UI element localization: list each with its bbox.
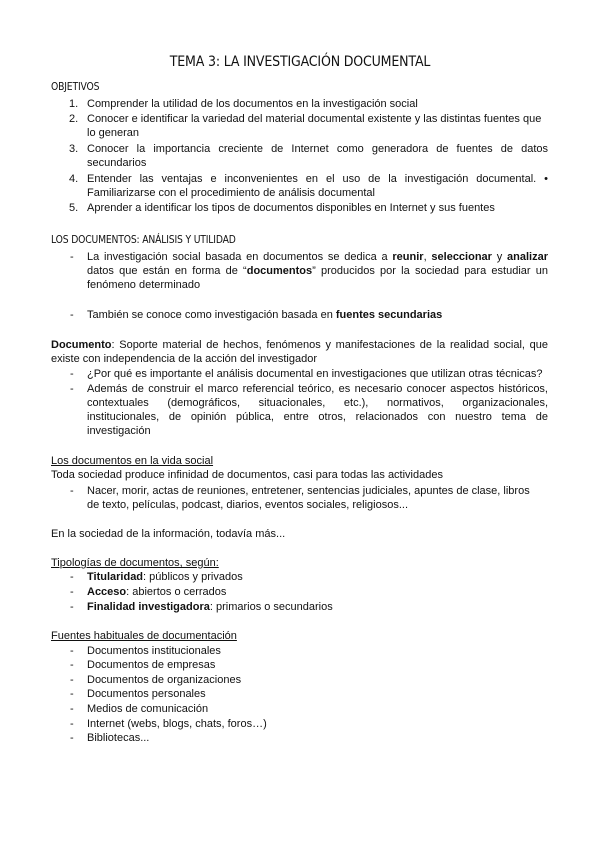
paragraph-line: datos que están en forma de “documentos” producidos por la sociedad para estudiar un: [87, 265, 549, 277]
bullet-dash: -: [70, 659, 74, 671]
bullet-line: institucionales, de opinión pública, entre otros, relacionados con nuestro tema de: [87, 411, 548, 423]
definition-line: Documento: Soporte material de hechos, fenómenos y manifestaciones de la realidad social, que: [51, 339, 548, 351]
list-number: 2.: [69, 113, 79, 125]
bullet-line: Finalidad investigadora: primarios o secundarios: [87, 601, 333, 613]
bullet-line: Acceso: abiertos o cerrados: [87, 586, 227, 598]
list-number: 5.: [69, 202, 79, 214]
bullet-line: investigación: [87, 425, 151, 437]
list-item-continuation: Familiarizarse con el procedimiento de análisis documental: [87, 187, 375, 199]
bullet-line: Titularidad: públicos y privados: [87, 571, 243, 583]
list-item: Documentos de organizaciones: [87, 674, 242, 686]
bullet-dash: -: [70, 601, 74, 613]
list-item: Comprender la utilidad de los documentos en la investigación social: [87, 98, 418, 110]
list-number: 4.: [69, 173, 79, 185]
list-item: Documentos personales: [87, 688, 206, 700]
list-item: Internet (webs, blogs, chats, foros…): [87, 718, 267, 730]
bullet-line: Además de construir el marco referencial teórico, es necesario conocer aspectos históricos,: [87, 383, 548, 395]
bullet-dash: -: [70, 309, 74, 321]
bullet-line: Nacer, morir, actas de reuniones, entretener, sentencias judiciales, apuntes de clase, libros: [87, 485, 530, 497]
subsection-heading: Tipologías de documentos, según:: [51, 557, 219, 569]
section-heading-objetivos: OBJETIVOS: [51, 81, 100, 93]
subsection-heading: Los documentos en la vida social: [51, 455, 214, 467]
bullet-dash: -: [70, 368, 74, 380]
bullet-dash: -: [70, 586, 74, 598]
list-item: Conocer e identificar la variedad del material documental existente y las distintas fuentes que: [87, 113, 542, 125]
list-number: 1.: [69, 98, 79, 110]
list-item: Documentos institucionales: [87, 645, 221, 657]
paragraph-line: También se conoce como investigación basada en fuentes secundarias: [87, 309, 443, 321]
definition-line: existe con independencia de la acción del investigador: [51, 353, 318, 365]
bullet-dash: -: [70, 703, 74, 715]
list-number: 3.: [69, 143, 79, 155]
list-item: Entender las ventajas e inconvenientes en el uso de la investigación documental. •: [87, 173, 548, 185]
subsection-heading: Fuentes habituales de documentación: [51, 630, 237, 642]
bullet-dash: -: [70, 688, 74, 700]
list-item: Conocer la importancia creciente de Internet como generadora de fuentes de datos: [87, 143, 548, 155]
bullet-dash: -: [70, 718, 74, 730]
bullet-dash: -: [70, 383, 74, 395]
bullet-dash: -: [70, 645, 74, 657]
bullet-line: de texto, películas, podcast, diarios, eventos sociales, religiosos...: [87, 499, 409, 511]
bullet-dash: -: [70, 732, 74, 744]
bullet-dash: -: [70, 674, 74, 686]
bullet-dash: -: [70, 485, 74, 497]
bullet-dash: -: [70, 251, 74, 263]
list-item-continuation: lo generan: [87, 127, 139, 139]
section-heading-documentos: LOS DOCUMENTOS: ANÁLISIS Y UTILIDAD: [51, 234, 236, 246]
list-item: Aprender a identificar los tipos de documentos disponibles en Internet y sus fuentes: [87, 202, 495, 214]
paragraph-line: La investigación social basada en documentos se dedica a reunir, seleccionar y analizar: [87, 251, 548, 263]
paragraph-line: fenómeno determinado: [87, 279, 201, 291]
paragraph-line: Toda sociedad produce infinidad de documentos, casi para todas las actividades: [51, 469, 443, 481]
bullet-line: ¿Por qué es importante el análisis documental en investigaciones que utilizan otras técnicas?: [87, 368, 543, 380]
paragraph-line: En la sociedad de la información, todavía más...: [51, 528, 286, 540]
list-item: Medios de comunicación: [87, 703, 209, 715]
list-item-continuation: secundarios: [87, 157, 147, 169]
list-item: Documentos de empresas: [87, 659, 216, 671]
page-title: TEMA 3: LA INVESTIGACIÓN DOCUMENTAL: [169, 54, 431, 70]
list-item: Bibliotecas...: [87, 732, 150, 744]
bullet-dash: -: [70, 571, 74, 583]
bullet-line: contextuales (demográficos, situacionales, etc.), normativos, organizacionales,: [87, 397, 548, 409]
